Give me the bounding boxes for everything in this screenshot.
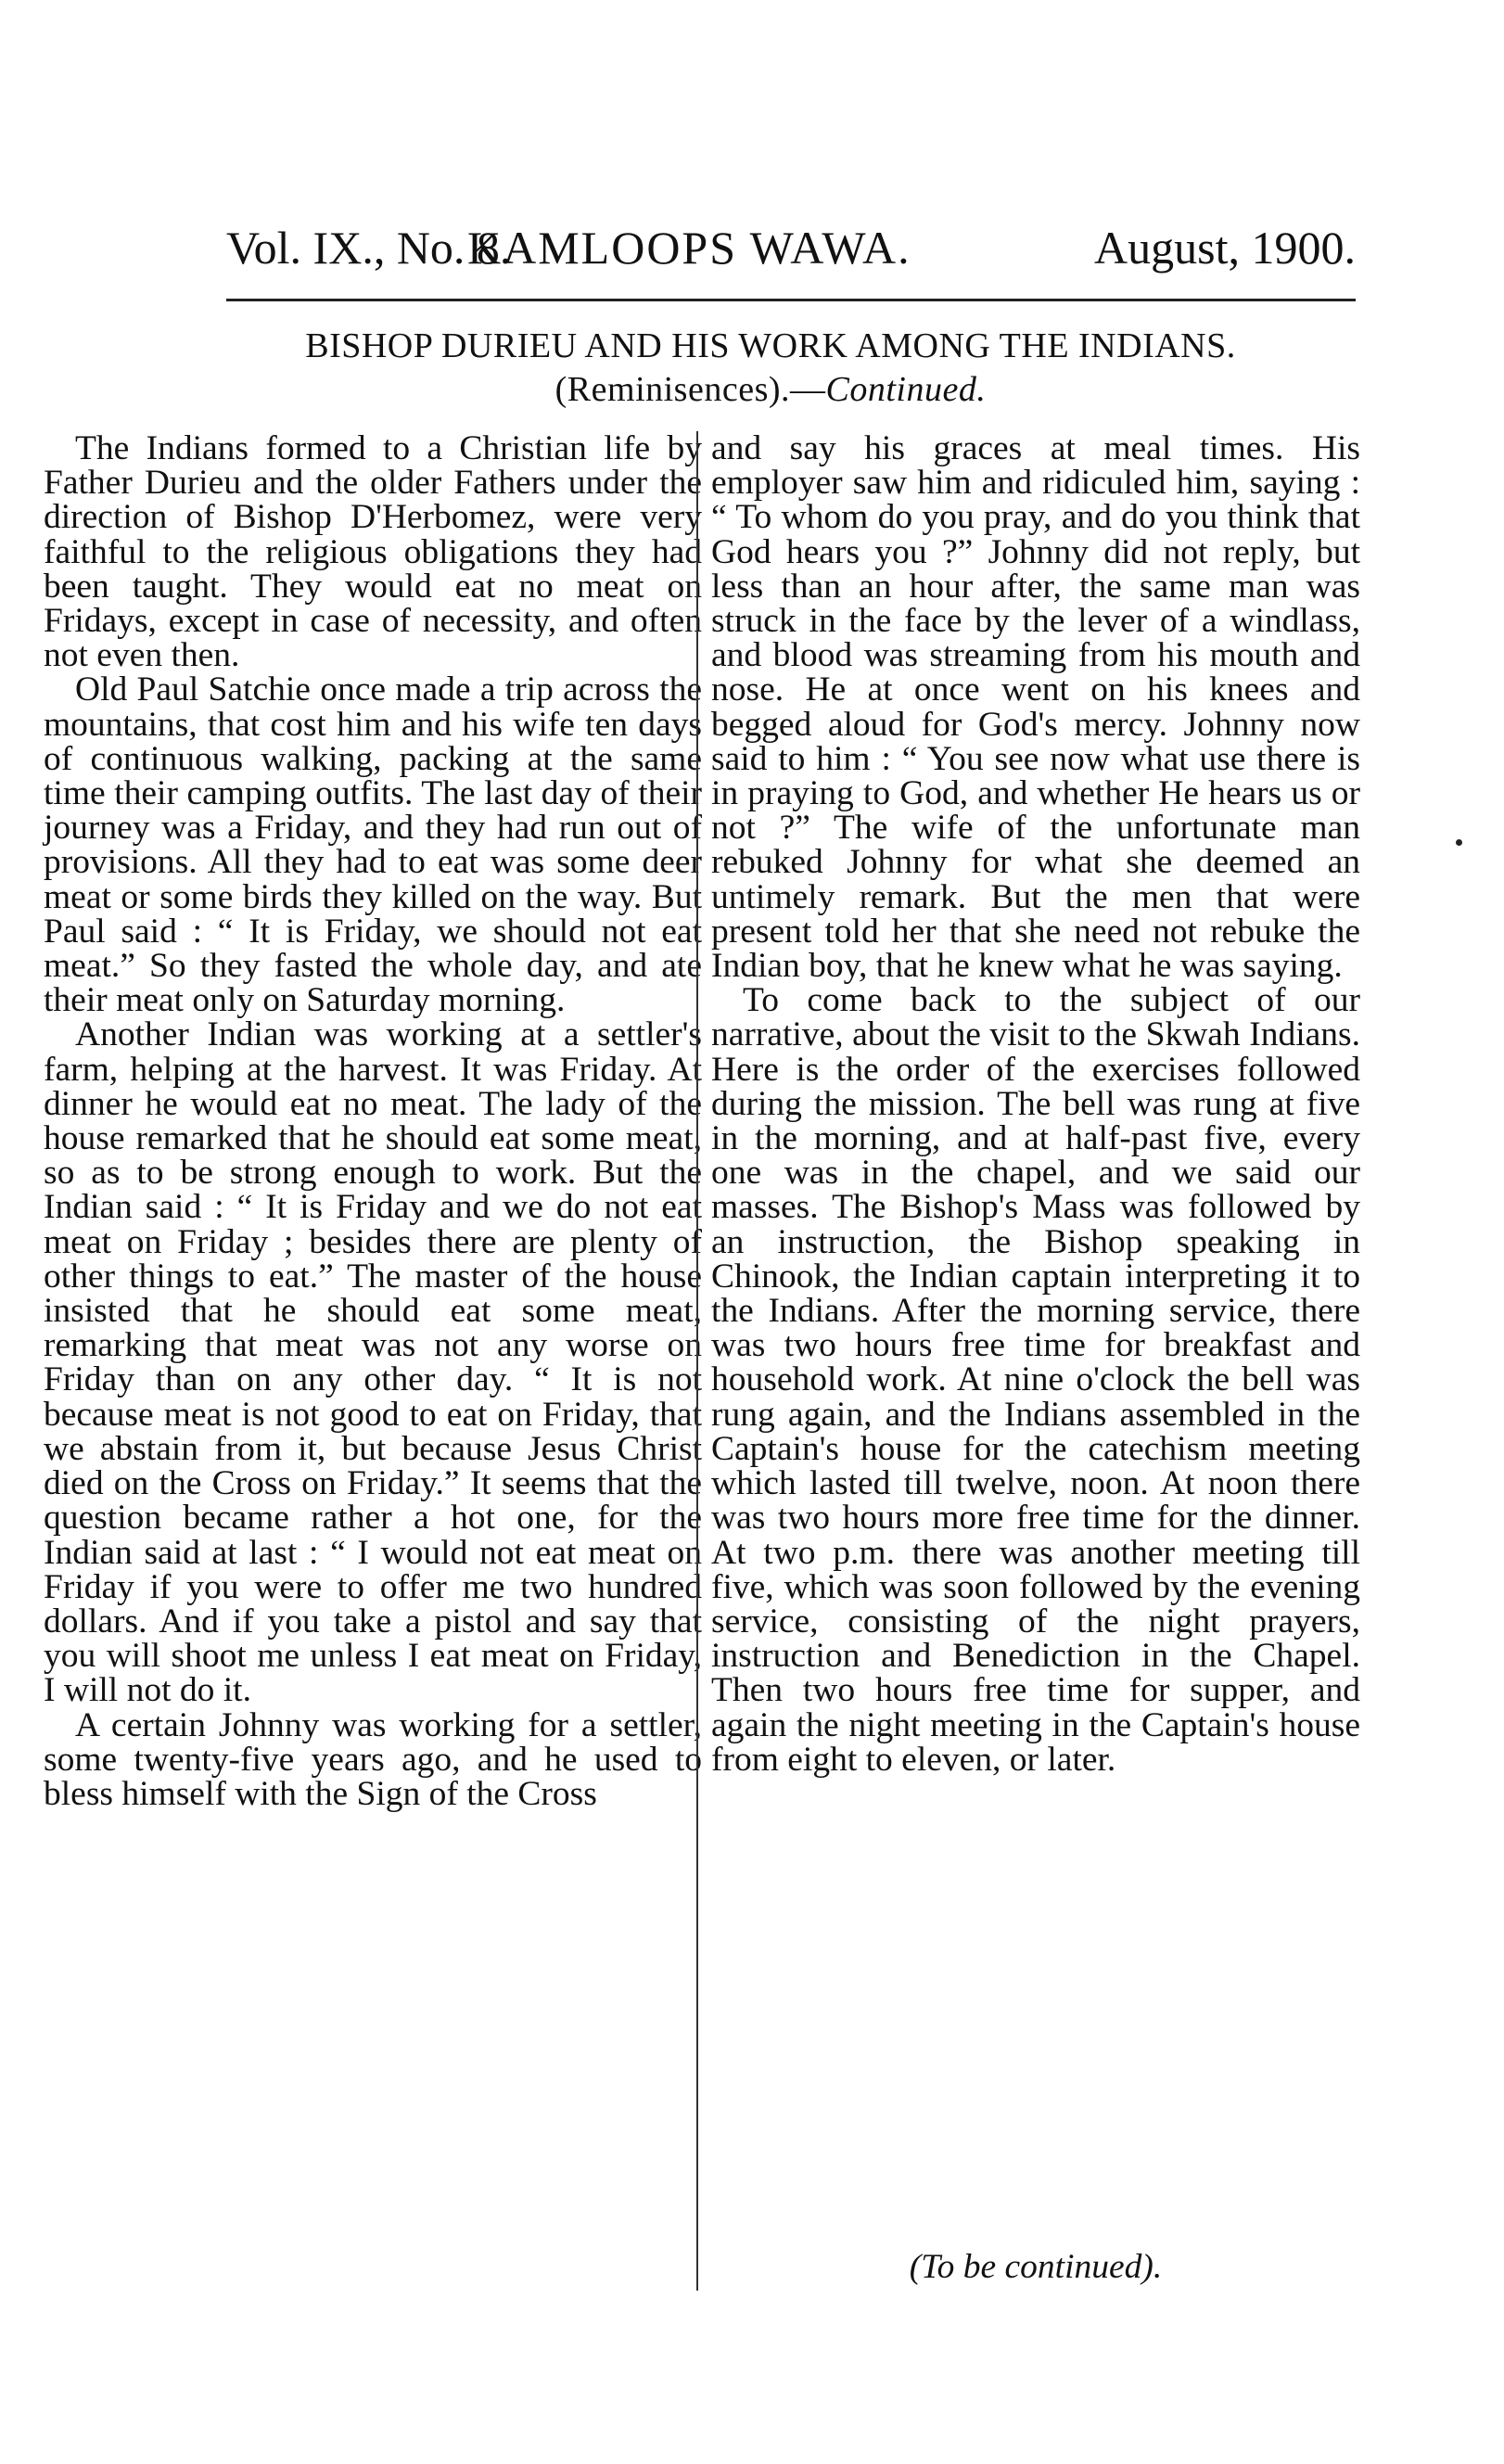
page-header <box>226 215 1356 280</box>
issue-date: August, 1900. <box>1094 222 1356 274</box>
paragraph: A certain Johnny was working for a settler, some twenty-five years ago, and he used to bless himself with the Sign of the Cross <box>44 1705 702 1813</box>
paragraph: Another Indian was working at a settler's farm, helping at the harvest. It was Friday. At dinner he would eat no meat. The lady of the house remarked that he should eat some meat, so as to be strong enough to work. But the Indian said : “ It is Friday and we do not eat meat on Friday ; besides there are plenty of other things to eat.” The master of the house insisted that he should eat some meat, remarking that meat was not any worse on Friday than on any other day. “ It is not because meat is not good to eat on Friday, that we abstain from it, but because Jesus Christ died on the Cross on Friday.” It seems that the question became rather a hot one, for the Indian said at last : “ I would not eat meat on Friday if you were to offer me two hundred dollars. And if you take a pistol and say that you will shoot me unless I eat meat on Friday, I will not do it. <box>44 1015 702 1710</box>
volume-number: Vol. IX., No. 8. <box>226 222 512 274</box>
paragraph: To come back to the subject of our narrative, about the visit to the Skwah Indians. Here is the order of the exercises followed during the mission. The bell was rung at five in the morning, and at half-past five, every one was in the chapel, and we said our masses. The Bishop's Mass was followed by an instruction, the Bishop speaking in Chinook, the Indian captain interpreting it to the Indians. After the morning service, there was two hours free time for breakfast and household work. At nine o'clock the bell was rung again, and the Indians assembled in the Captain's house for the catechism meeting which lasted till twelve, noon. At noon there was two hours more free time for the dinner. At two p.m. there was another meeting till five, which was soon followed by the evening service, consisting of the night prayers, instruction and Benediction in the Chapel. Then two hours free time for supper, and again the night meeting in the Captain's house from eight to eleven, or later. <box>711 981 1360 1779</box>
stray-ink-mark <box>1456 839 1462 846</box>
article-title <box>185 325 1356 412</box>
column-divider <box>696 431 698 2291</box>
article-title-main: BISHOP DURIEU AND HIS WORK AMONG THE INDIANS. (Reminisences).— <box>305 326 1236 409</box>
publication-title: KAMLOOPS WAWA. <box>467 222 911 274</box>
left-column <box>44 431 702 1811</box>
to-be-continued: (To be continued). <box>909 2248 1163 2286</box>
paragraph: The Indians formed to a Christian life by Father Durieu and the older Fathers under the direction of Bishop D'Herbomez, were very faithful to the religious obligations they had been taught. They would eat no meat on Fridays, except in case of necessity, and often not even then. <box>44 429 702 675</box>
article-title-continued: Continued. <box>825 370 987 409</box>
header-rule <box>226 299 1356 301</box>
paragraph: Old Paul Satchie once made a trip across the mountains, that cost him and his wife ten days of continuous walking, packing at the same time their camping outfits. The last day of their journey was a Friday, and they had run out of provisions. All they had to eat was some deer meat or some birds they killed on the way. But Paul said : “ It is Friday, we should not eat meat.” So they fasted the whole day, and ate their meat only on Saturday morning. <box>44 670 702 1020</box>
right-column <box>711 431 1360 1777</box>
paragraph: and say his graces at meal times. His employer saw him and ridiculed him, saying : “ To whom do you pray, and do you think that God hears you ?” Johnny did not reply, but less than an hour after, the same man was struck in the face by the lever of a windlass, and blood was streaming from his mouth and nose. He at once went on his knees and begged aloud for God's mercy. Johnny now said to him : “ You see now what use there is in praying to God, and whether He hears us or not ?” The wife of the unfortunate man rebuked Johnny for what she deemed an untimely remark. But the men that were present told her that she need not rebuke the Indian boy, that he knew what he was saying. <box>711 429 1360 986</box>
